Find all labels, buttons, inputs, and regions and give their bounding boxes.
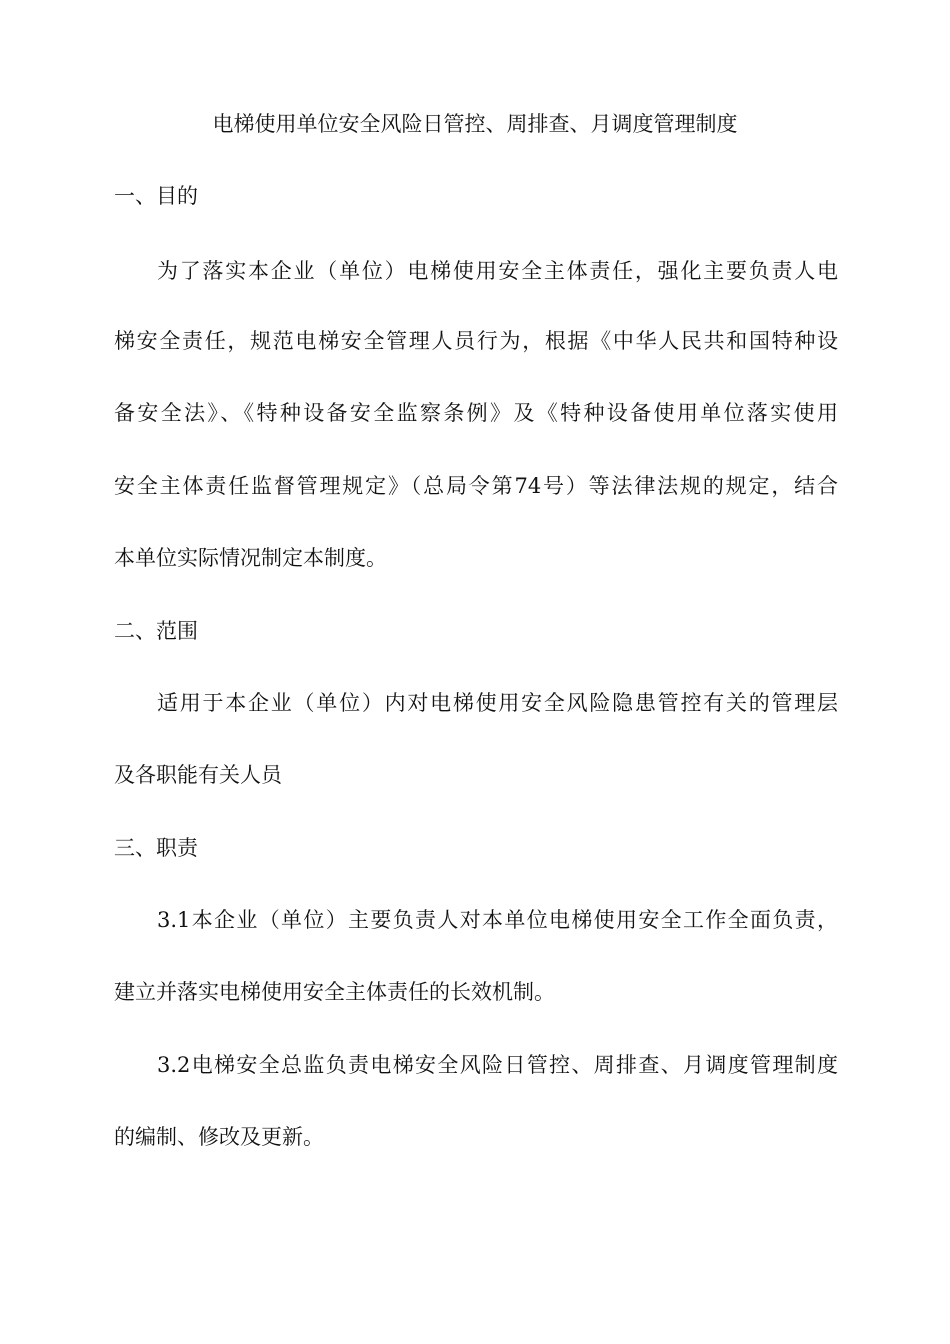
paragraph-line: 3.1本企业（单位）主要负责人对本单位电梯使用安全工作全面负责， <box>157 908 838 932</box>
paragraph-line: 3.2电梯安全总监负责电梯安全风险日管控、周排查、月调度管理制度 <box>157 1053 838 1077</box>
paragraph-line: 本单位实际情况制定本制度。 <box>114 546 387 570</box>
paragraph-line: 及各职能有关人员 <box>114 763 282 787</box>
paragraph-line: 建立并落实电梯使用安全主体责任的长效机制。 <box>114 980 555 1004</box>
section-heading-scope: 二、范围 <box>114 619 198 643</box>
paragraph-line: 安全主体责任监督管理规定》（总局令第74号）等法律法规的规定，结合 <box>114 474 838 498</box>
paragraph-line: 适用于本企业（单位）内对电梯使用安全风险隐患管控有关的管理层 <box>157 691 838 715</box>
section-heading-responsibilities: 三、职责 <box>114 836 198 860</box>
document-title: 电梯使用单位安全风险日管控、周排查、月调度管理制度 <box>212 112 738 136</box>
paragraph-line: 的编制、修改及更新。 <box>114 1125 324 1149</box>
section-heading-purpose: 一、目的 <box>114 184 198 208</box>
paragraph-line: 梯安全责任，规范电梯安全管理人员行为，根据《中华人民共和国特种设 <box>114 329 838 353</box>
paragraph-line: 备安全法》、《特种设备安全监察条例》及《特种设备使用单位落实使用 <box>114 401 838 425</box>
paragraph-line: 为了落实本企业（单位）电梯使用安全主体责任，强化主要负责人电 <box>157 259 838 283</box>
